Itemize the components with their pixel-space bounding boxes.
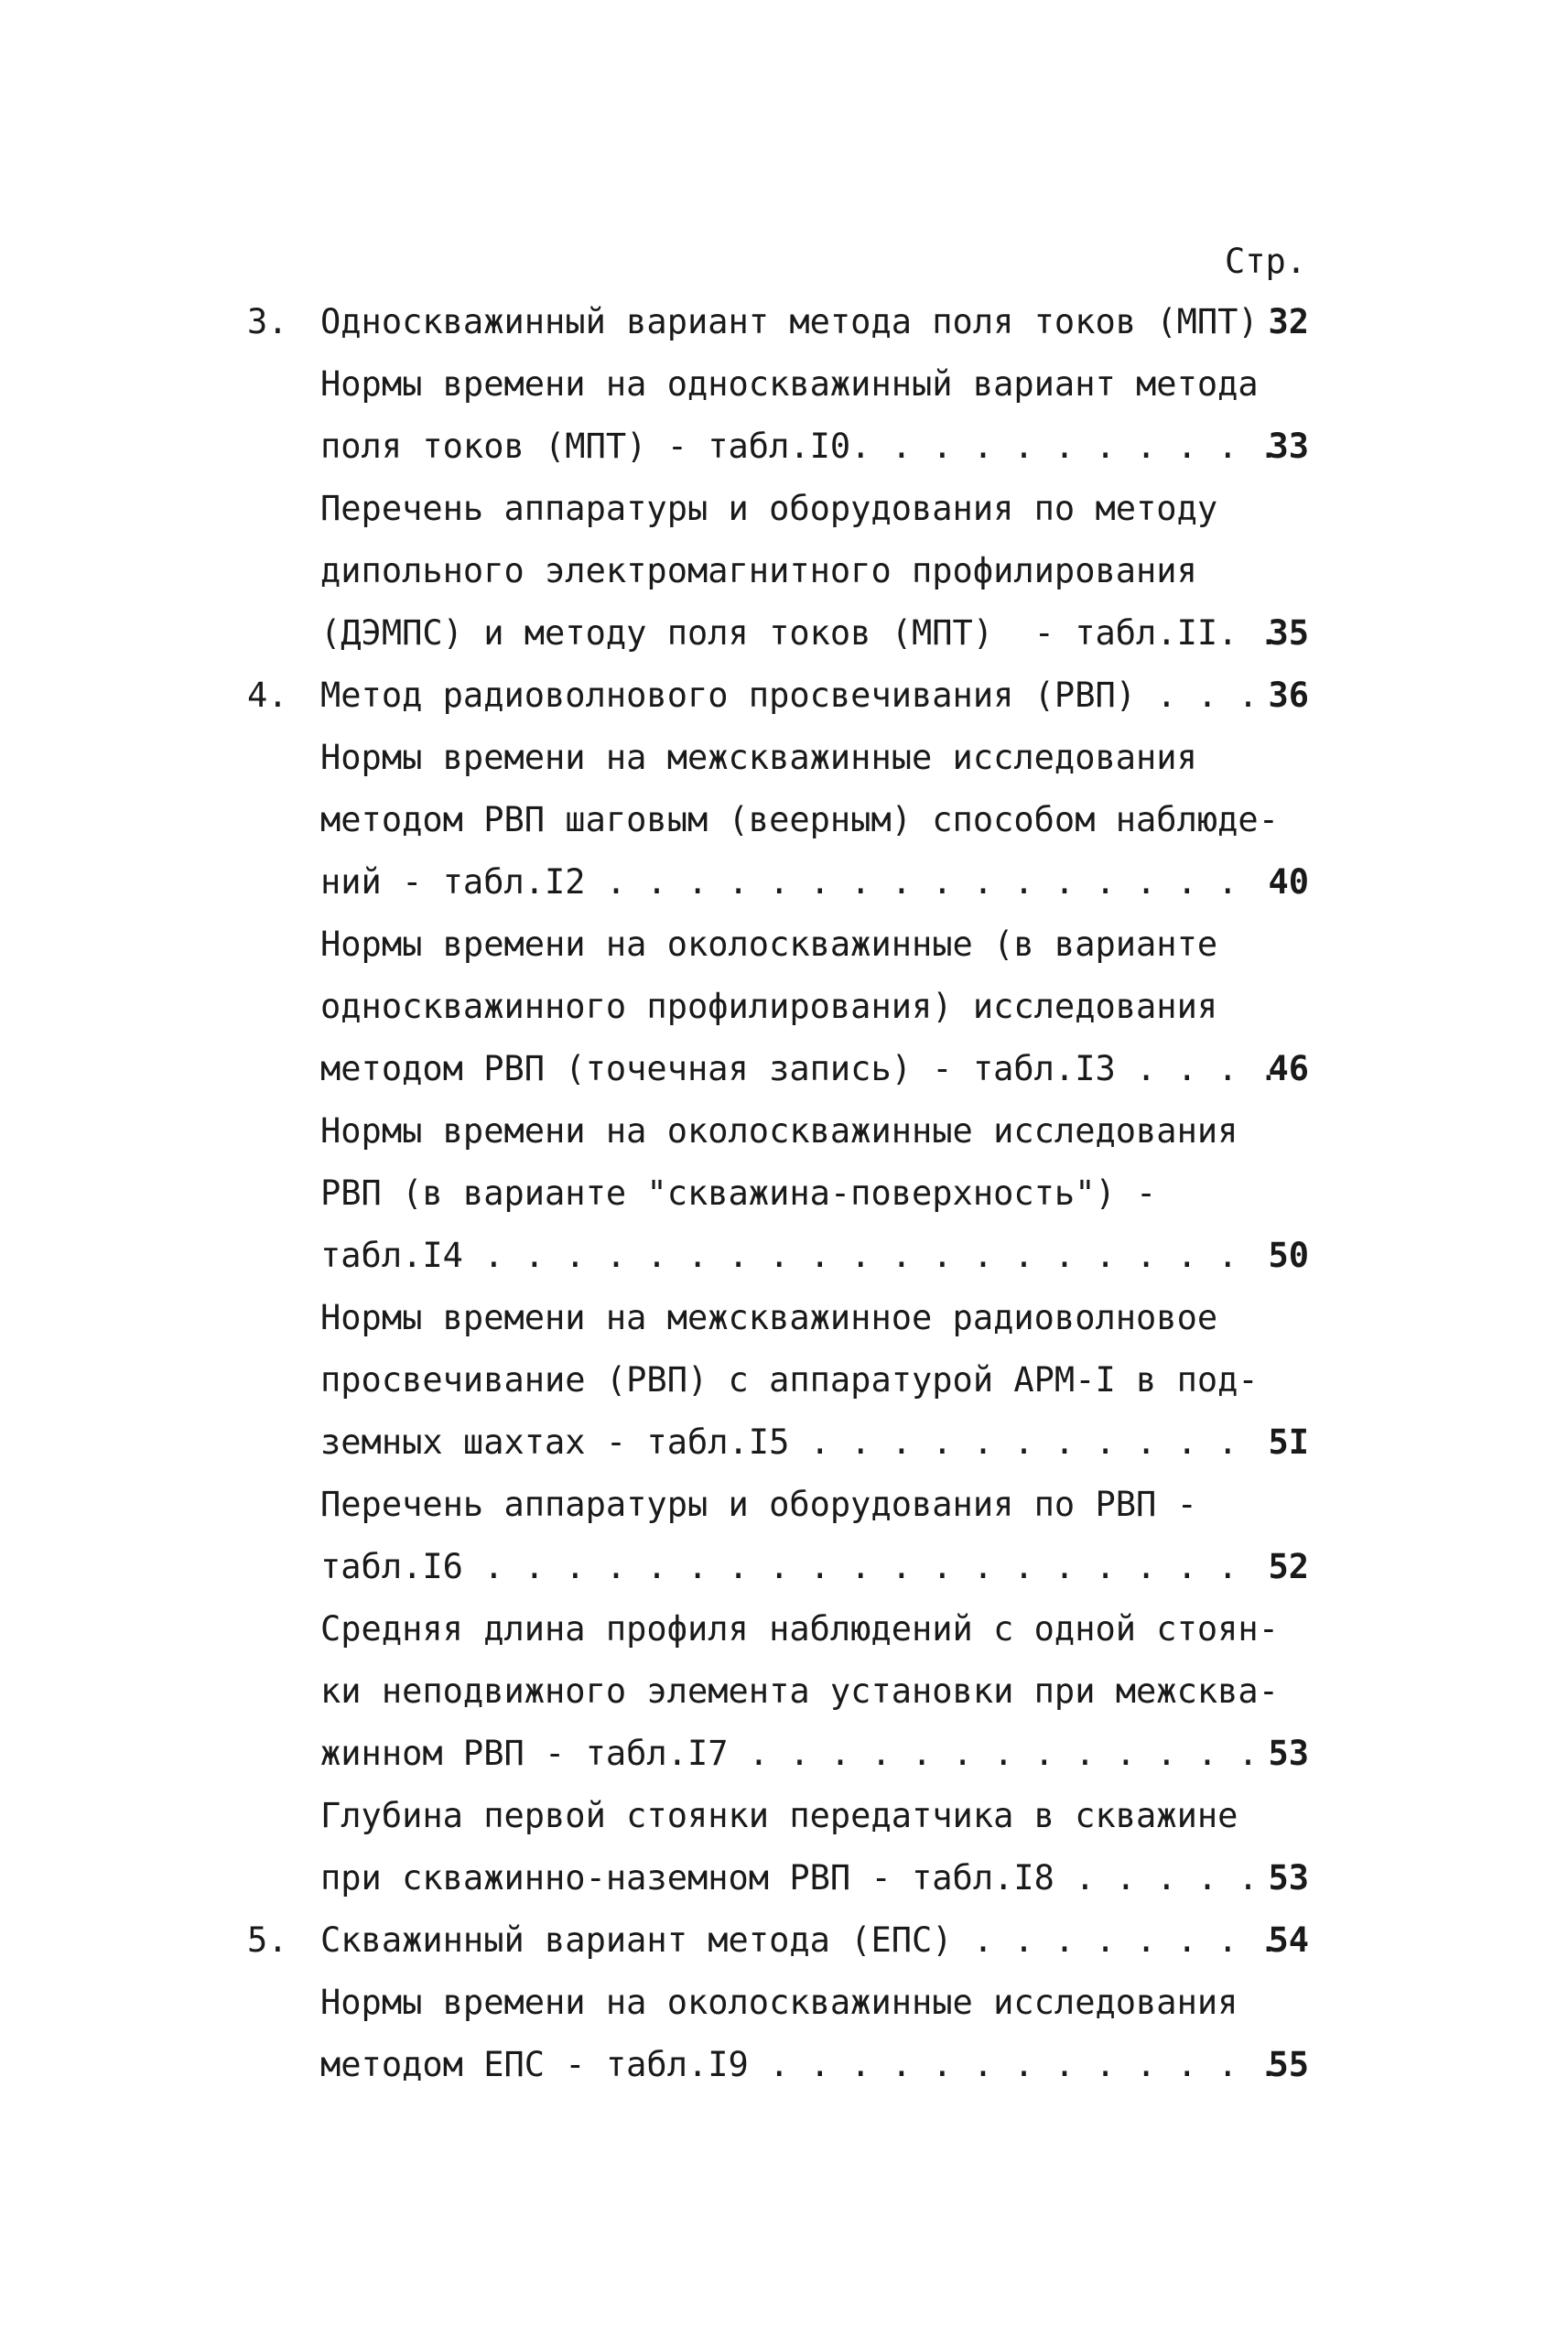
toc-line xyxy=(247,914,1309,976)
entry-text: Нормы времени на межскважинное радиоволновое xyxy=(320,1298,1218,1337)
entry-text: Нормы времени на односкважинный вариант метода xyxy=(320,364,1259,404)
entry-text: земных шахтах - табл.I5 . . . . . . . . . . . xyxy=(320,1422,1238,1462)
toc-line xyxy=(247,1349,1309,1411)
entry-text: просвечивание (РВП) с аппаратурой АРМ-I в под- xyxy=(320,1360,1259,1400)
toc-line xyxy=(247,602,1309,665)
toc-line xyxy=(247,1723,1309,1785)
toc-line xyxy=(247,353,1309,416)
entry-text: методом РВП (точечная запись) - табл.I3 . . . . xyxy=(320,1049,1279,1088)
entry-text: ки неподвижного элемента установки при межсква- xyxy=(320,1671,1279,1711)
toc-line xyxy=(247,1536,1309,1598)
toc-line xyxy=(247,1598,1309,1660)
entry-text: Нормы времени на околоскважинные (в варианте xyxy=(320,925,1218,964)
page-number: 5I xyxy=(1268,1422,1309,1462)
section-number: 3. xyxy=(247,302,288,341)
entry-text: Нормы времени на межскважинные исследования xyxy=(320,738,1197,777)
toc-line xyxy=(247,1162,1309,1225)
entry-text: Перечень аппаратуры и оборудования по РВП - xyxy=(320,1485,1197,1524)
toc-line xyxy=(247,1474,1309,1536)
entry-text: Скважинный вариант метода (ЕПС) . . . . . . . . xyxy=(320,1920,1279,1960)
toc-line xyxy=(247,1038,1309,1100)
entry-text: поля токов (МПТ) - табл.I0. . . . . . . . . . . xyxy=(320,427,1279,466)
toc-line xyxy=(247,291,1309,353)
toc-line xyxy=(247,1225,1309,1287)
entry-text: ний - табл.I2 . . . . . . . . . . . . . . . . xyxy=(320,862,1238,902)
entry-text: жинном РВП - табл.I7 . . . . . . . . . . . . . xyxy=(320,1734,1259,1773)
entry-text: дипольного электромагнитного профилирования xyxy=(320,551,1197,590)
toc-line xyxy=(247,540,1309,602)
entry-text: Односкважинный вариант метода поля токов (МПТ) xyxy=(320,302,1259,341)
page-number: 35 xyxy=(1268,613,1309,653)
table-of-contents xyxy=(247,291,1309,2096)
entry-text: Нормы времени на околоскважинные исследования xyxy=(320,1111,1238,1151)
page-number: 46 xyxy=(1268,1049,1309,1088)
toc-line xyxy=(247,976,1309,1038)
entry-text: при скважинно-наземном РВП - табл.I8 . . . . . xyxy=(320,1858,1259,1898)
page-number: 36 xyxy=(1268,676,1309,715)
entry-text: методом ЕПС - табл.I9 . . . . . . . . . . . . . xyxy=(320,2045,1279,2084)
toc-line xyxy=(247,851,1309,914)
entry-text: методом РВП шаговым (веерным) способом наблюде- xyxy=(320,800,1279,839)
toc-line xyxy=(247,2034,1309,2096)
section-number: 4. xyxy=(247,676,288,715)
page-number: 33 xyxy=(1268,427,1309,466)
toc-line xyxy=(247,1660,1309,1723)
toc-line xyxy=(247,478,1309,540)
entry-text: Нормы времени на околоскважинные исследования xyxy=(320,1983,1238,2022)
entry-text: РВП (в варианте "скважина-поверхность") - xyxy=(320,1173,1157,1213)
entry-text: односкважинного профилирования) исследования xyxy=(320,987,1218,1026)
entry-text: табл.I6 . . . . . . . . . . . . . . . . . . . xyxy=(320,1547,1238,1586)
page-column-header: Стр. xyxy=(1225,242,1307,281)
entry-text: Глубина первой стоянки передатчика в скважине xyxy=(320,1796,1238,1835)
toc-line xyxy=(247,1972,1309,2034)
toc-line xyxy=(247,727,1309,789)
page-number: 53 xyxy=(1268,1858,1309,1898)
page-number: 32 xyxy=(1268,302,1309,341)
page-number: 52 xyxy=(1268,1547,1309,1586)
toc-line xyxy=(247,1287,1309,1349)
page-number: 54 xyxy=(1268,1920,1309,1960)
toc-line xyxy=(247,1847,1309,1909)
toc-line xyxy=(247,665,1309,727)
toc-line xyxy=(247,1785,1309,1847)
page-number: 53 xyxy=(1268,1734,1309,1773)
entry-text: табл.I4 . . . . . . . . . . . . . . . . . . . xyxy=(320,1236,1238,1275)
page-number: 55 xyxy=(1268,2045,1309,2084)
page-number: 40 xyxy=(1268,862,1309,902)
toc-line xyxy=(247,789,1309,851)
entry-text: Метод радиоволнового просвечивания (РВП) . . . xyxy=(320,676,1259,715)
toc-line xyxy=(247,416,1309,478)
toc-line xyxy=(247,1909,1309,1972)
section-number: 5. xyxy=(247,1920,288,1960)
entry-text: Перечень аппаратуры и оборудования по методу xyxy=(320,489,1218,528)
entry-text: Средняя длина профиля наблюдений с одной стоян- xyxy=(320,1609,1279,1649)
entry-text: (ДЭМПС) и методу поля токов (МПТ) - табл.II. . xyxy=(320,613,1279,653)
page-number: 50 xyxy=(1268,1236,1309,1275)
toc-line xyxy=(247,1100,1309,1162)
toc-line xyxy=(247,1411,1309,1474)
